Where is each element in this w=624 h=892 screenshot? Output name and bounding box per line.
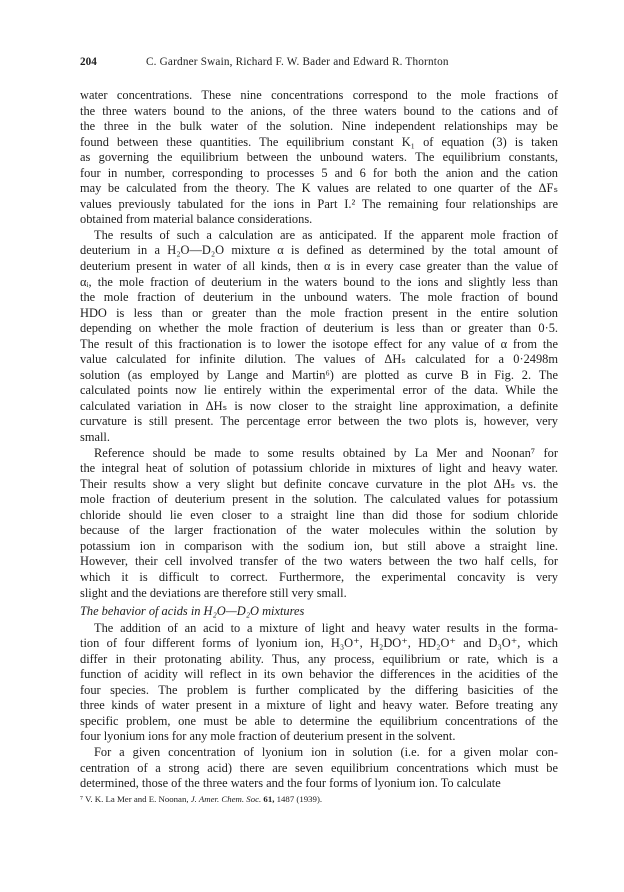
paragraph-2 bbox=[80, 228, 558, 446]
text-line: specific problem, one must be able to determine the equilibrium concentrations of the bbox=[80, 713, 558, 728]
text-line: value calculated for infinite dilution. The values of ΔHₛ calculated for a 0·2498m bbox=[80, 352, 558, 367]
text-line: calculated points now lie entirely within the experimental error of the data. While the bbox=[80, 383, 558, 398]
text-line: chloride should lie even closer to a straight line than did those for sodium chloride bbox=[80, 507, 558, 522]
text-line: The results of such a calculation are as anticipated. If the apparent mole fraction of bbox=[94, 227, 558, 242]
text-line: Their results show a very slight but definite concave curvature in the plot ΔHₛ vs. the bbox=[80, 476, 558, 491]
text-line: Reference should be made to some results obtained by La Mer and Noonan⁷ for bbox=[94, 445, 558, 460]
paragraph-4 bbox=[80, 621, 558, 745]
journal-page bbox=[80, 56, 558, 805]
footnote-authors: V. K. La Mer and E. Noonan, bbox=[85, 793, 189, 804]
text-line: as governing the equilibrium between the unbound waters. The equilibrium constants, bbox=[80, 150, 558, 165]
page-number: 204 bbox=[80, 56, 97, 68]
text-line: differ in their protonating ability. Thus, any process, equilibrium or rate, which is a bbox=[80, 651, 558, 666]
paragraph-1 bbox=[80, 88, 558, 228]
text-line: four species. The problem is further complicated by the differing basicities of the bbox=[80, 682, 558, 697]
text-line: water concentrations. These nine concentrations correspond to the mole fractions of bbox=[80, 88, 558, 102]
footnote-volume: 61, bbox=[263, 793, 275, 804]
text-line: small. bbox=[80, 430, 110, 445]
paragraph-3 bbox=[80, 446, 558, 601]
text-line: deuterium present in water of all kinds, then α is in every case greater than the value of bbox=[80, 259, 558, 274]
footnote bbox=[80, 794, 558, 805]
text-line: αᵢ, the mole fraction of deuterium in the waters bound to the ions and slightly less than bbox=[80, 274, 558, 289]
text-line: tion of four different forms of lyonium ion, H₃O⁺, H₂DO⁺, HD₂O⁺ and D₃O⁺, which bbox=[80, 636, 558, 651]
text-line: values previously tabulated for the ions in Part I.² The remaining four relationships are bbox=[80, 196, 558, 211]
text-line: found between these quantities. The equilibrium constant K₁ of equation (3) is taken bbox=[80, 134, 558, 149]
text-line: curvature is still present. The percentage error between the two plots is, however, very bbox=[80, 414, 558, 429]
text-line: calculated variation in ΔHₛ is now closer to the straight line approximation, a definite bbox=[80, 398, 558, 413]
text-line: three kinds of water present in a mixture of light and heavy water. Before treating any bbox=[80, 698, 558, 713]
text-line: solution (as employed by Lange and Martin⁶) are plotted as curve B in Fig. 2. The bbox=[80, 367, 558, 382]
text-line: For a given concentration of lyonium ion in solution (i.e. for a given molar con- bbox=[94, 744, 558, 759]
running-title: C. Gardner Swain, Richard F. W. Bader and Edward R. Thornton bbox=[146, 56, 449, 68]
text-line: the mole fraction of deuterium in the unbound waters. The mole fraction of bound bbox=[80, 290, 558, 305]
text-line: determined, those of the three waters and the four forms of lyonium ion. To calculate bbox=[80, 776, 501, 791]
text-line: the three in the bulk water of the solution. Nine independent relationships may be bbox=[80, 119, 558, 134]
section-heading: The behavior of acids in H₂O—D₂O mixtures bbox=[80, 604, 305, 619]
text-line: centration of a strong acid) there are seven equilibrium concentrations which must be bbox=[80, 760, 558, 775]
running-header bbox=[80, 56, 558, 74]
text-line: potassium ion in comparison with the sodium ion, but still above a straight line. bbox=[80, 538, 558, 553]
text-line: may be calculated from the theory. The K values are related to one quarter of the ΔFₛ bbox=[80, 181, 558, 196]
text-line: depending on whether the mole fraction of deuterium is less than or greater than 0·5. bbox=[80, 321, 558, 336]
text-line: function of acidity will reflect in its own behavior the differences in the acidities of the bbox=[80, 667, 558, 682]
text-line: The addition of an acid to a mixture of light and heavy water results in the forma- bbox=[94, 620, 558, 635]
text-line: four in number, corresponding to processes 5 and 6 for both the anion and the cation bbox=[80, 165, 558, 180]
footnote-journal: J. Amer. Chem. Soc. bbox=[190, 793, 262, 804]
text-line: However, their cell involved transfer of the two waters between the two half cells, for bbox=[80, 554, 558, 569]
text-line: which it is difficult to correct. Furthermore, the experimental concavity is very bbox=[80, 569, 558, 584]
text-line: mole fraction of deuterium present in the solution. The calculated values for potassium bbox=[80, 492, 558, 507]
text-line: obtained from material balance considerations. bbox=[80, 212, 313, 227]
text-line: four lyonium ions for any mole fraction of deuterium present in the solvent. bbox=[80, 729, 456, 744]
text-line: the integral heat of solution of potassium chloride in mixtures of light and heavy water. bbox=[80, 461, 558, 476]
paragraph-5 bbox=[80, 745, 558, 792]
footnote-pages-year: 1487 (1939). bbox=[276, 793, 323, 804]
text-line: because of the larger fractionation of the water molecules within the solution by bbox=[80, 523, 558, 538]
text-line: HDO is less than or greater than the mole fraction present in the entire solution bbox=[80, 305, 558, 320]
text-line: the three waters bound to the anions, of the three waters bound to the cations and of bbox=[80, 103, 558, 118]
text-line: The result of this fractionation is to lower the isotope effect for any value of α from the bbox=[80, 336, 558, 351]
text-line: slight and the deviations are therefore still very small. bbox=[80, 585, 347, 600]
footnote-marker: ⁷ bbox=[80, 793, 84, 804]
text-line: deuterium in a H₂O—D₂O mixture α is defined as determined by the total amount of bbox=[80, 243, 558, 258]
